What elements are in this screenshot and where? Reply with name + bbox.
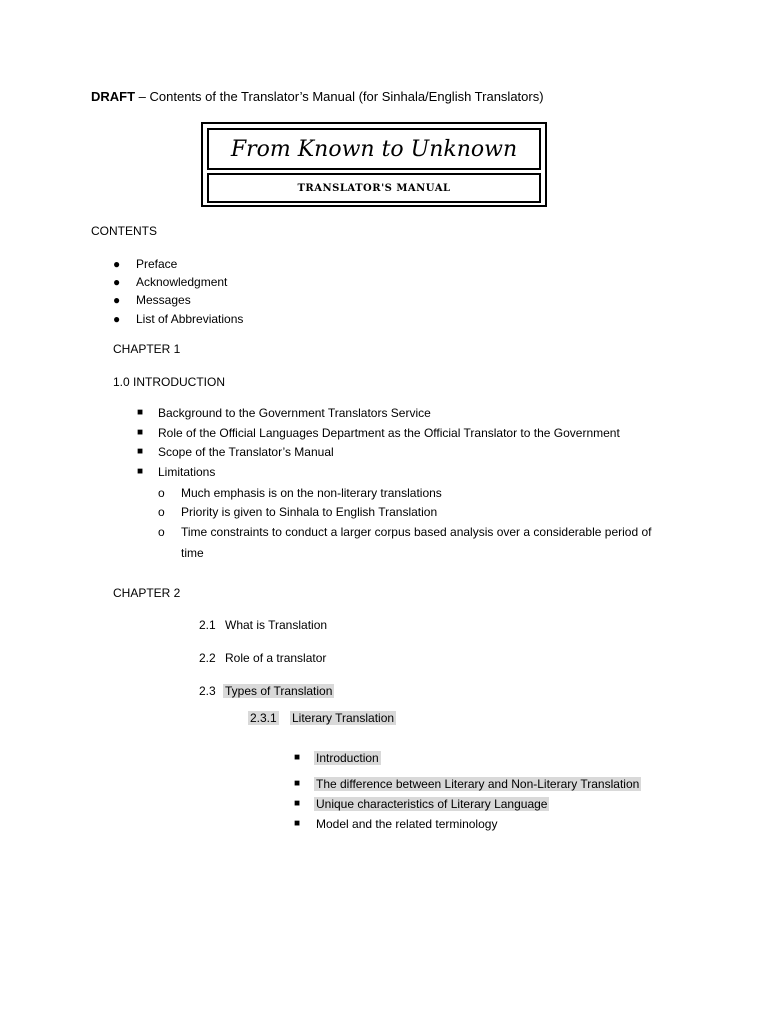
chapter1-item: Limitations [158, 465, 216, 479]
bullet-square-icon: ■ [294, 798, 301, 809]
bullet-square-icon: ■ [294, 778, 301, 789]
subsection-number-highlighted: 2.3.1 [250, 711, 277, 725]
limitation-item: Much emphasis is on the non-literary translations [181, 486, 442, 500]
document-title [91, 89, 544, 105]
bullet-dot-icon: ● [113, 275, 121, 289]
limitation-item: Priority is given to Sinhala to English Translation [181, 505, 438, 519]
contents-item: List of Abbreviations [136, 312, 244, 326]
contents-heading: CONTENTS [91, 224, 157, 238]
title-banner [201, 122, 547, 207]
chapter2-heading: CHAPTER 2 [113, 586, 181, 600]
section-title: Role of a translator [225, 651, 327, 665]
contents-item: Acknowledgment [136, 275, 228, 289]
literary-item: The difference between Literary and Non-Literary Translation [316, 777, 640, 791]
chapter1-item: Background to the Government Translators Service [158, 406, 431, 420]
bullet-square-icon: ■ [294, 752, 301, 763]
draft-label: DRAFT [91, 89, 136, 104]
contents-item: Messages [136, 293, 191, 307]
bullet-square-icon: ■ [137, 427, 144, 438]
bullet-circle-icon: o [158, 486, 165, 500]
bullet-square-icon: ■ [294, 818, 301, 829]
chapter1-item: Role of the Official Languages Department as the Official Translator to the Government [158, 426, 620, 440]
bullet-square-icon: ■ [137, 446, 144, 457]
section-number: 2.1 [199, 618, 216, 632]
limitation-item: Time constraints to conduct a larger corpus based analysis over a considerable period of [181, 525, 652, 539]
section-title-highlighted: Types of Translation [225, 684, 333, 698]
bullet-dot-icon: ● [113, 257, 121, 271]
bullet-square-icon: ■ [137, 407, 144, 418]
title-text: – Contents of the Translator’s Manual (for Sinhala/English Translators) [135, 89, 544, 104]
chapter1-heading: CHAPTER 1 [113, 342, 181, 356]
bullet-dot-icon: ● [113, 312, 121, 326]
bullet-circle-icon: o [158, 525, 165, 539]
chapter1-section: 1.0 INTRODUCTION [113, 375, 226, 389]
banner-subtitle: TRANSLATOR'S MANUAL [207, 173, 541, 203]
literary-item: Model and the related terminology [316, 817, 498, 831]
bullet-square-icon: ■ [137, 466, 144, 477]
contents-item: Preface [136, 257, 178, 271]
literary-item: Unique characteristics of Literary Language [316, 797, 548, 811]
subsection-title-highlighted: Literary Translation [292, 711, 395, 725]
banner-main-title: From Known to Unknown [207, 128, 541, 170]
bullet-dot-icon: ● [113, 293, 121, 307]
limitation-item-continued: time [181, 546, 204, 560]
section-title: What is Translation [225, 618, 328, 632]
section-number: 2.2 [199, 651, 216, 665]
literary-item: Introduction [316, 751, 379, 765]
chapter1-item: Scope of the Translator’s Manual [158, 445, 334, 459]
bullet-circle-icon: o [158, 505, 165, 519]
section-number: 2.3 [199, 684, 216, 698]
